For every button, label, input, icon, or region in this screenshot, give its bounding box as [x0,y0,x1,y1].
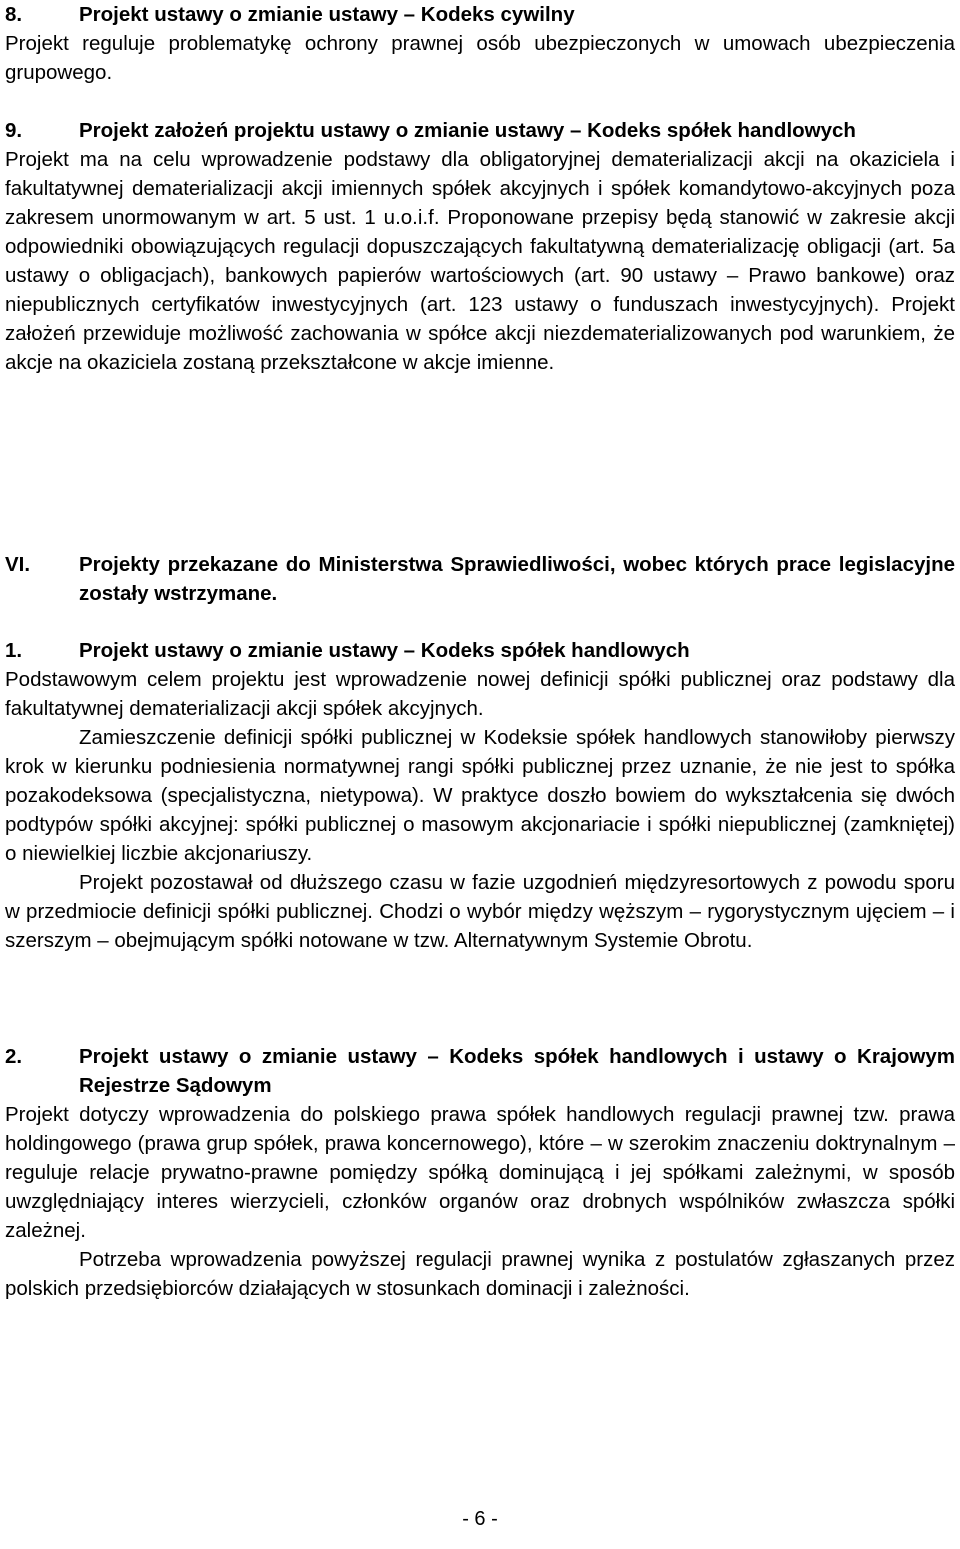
section-9-number: 9. [5,119,23,142]
section-9-heading [5,116,955,145]
subsection-2-heading [5,1042,955,1100]
subsection-1-paragraph-3: Projekt pozostawał od dłuższego czasu w fazie uzgodnień międzyresortowych z powodu sporu w przedmiocie definicji spółki publicznej. Chodzi o wybór między węższym – rygorystycznym ujęciem – i szerszym – obejmującym spółki notowane w tzw. Alternatywnym Systemie Obrotu. [5,871,955,952]
subsection-2-number: 2. [5,1045,23,1068]
section-vi-heading [5,550,955,608]
subsection-1-title: Projekt ustawy o zmianie ustawy – Kodeks spółek handlowych [79,639,690,662]
subsection-2-title: Projekt ustawy o zmianie ustawy – Kodeks spółek handlowych i ustawy o Krajowym Rejestrze Sądowym [79,1045,955,1097]
section-8-number: 8. [5,3,23,26]
section-8 [5,0,955,87]
subsection-1-number: 1. [5,639,23,662]
section-9-title: Projekt założeń projektu ustawy o zmianie ustawy – Kodeks spółek handlowych [79,119,856,142]
subsection-1-paragraph-2: Zamieszczenie definicji spółki publicznej w Kodeksie spółek handlowych stanowiłoby pierwszy krok w kierunku podniesienia normatywnej rangi spółki publicznej przez uznanie, że nie jest to spółka pozakodeksowa (specjalistyczna, nietypowa). W praktyce doszło bowiem do wykształcenia się dwóch podtypów spółki akcyjnej: spółki publicznej o masowym akcjonariacie i spółki niepublicznej (zamkniętej) o niewielkiej liczbie akcjonariuszy. [5,726,955,865]
subsection-2-paragraph-2: Potrzeba wprowadzenia powyższej regulacji prawnej wynika z postulatów zgłaszanych przez polskich przedsiębiorców działających w stosunkach dominacji i zależności. [5,1248,955,1300]
section-vi-number: VI. [5,553,31,576]
section-vi [5,550,955,608]
subsection-2 [5,1042,955,1303]
section-vi-title: Projekty przekazane do Ministerstwa Sprawiedliwości, wobec których prace legislacyjne zostały wstrzymane. [79,553,955,605]
section-9-body: Projekt ma na celu wprowadzenie podstawy dla obligatoryjnej dematerializacji akcji na okaziciela i fakultatywnej dematerializacji akcji imiennych spółek akcyjnych i spółek komandytowo-akcyjnych poza zakresem unormowanym w art. 5 ust. 1 u.o.i.f. Proponowane przepisy będą stanowić w zakresie akcji odpowiedniki obowiązujących regulacji dopuszczających fakultatywną dematerializację obligacji (art. 5a ustawy o obligacjach), bankowych papierów wartościowych (art. 90 ustawy – Prawo bankowe) oraz niepublicznych certyfikatów inwestycyjnych (art. 123 ustawy o funduszach inwestycyjnych). Projekt założeń przewiduje możliwość zachowania w spółce akcji niezdematerializowanych pod warunkiem, że akcje na okaziciela zostaną przekształcone w akcje imienne. [5,148,955,374]
section-8-title: Projekt ustawy o zmianie ustawy – Kodeks cywilny [79,3,575,26]
subsection-1-paragraph-1: Podstawowym celem projektu jest wprowadzenie nowej definicji spółki publicznej oraz podstawy dla fakultatywnej dematerializacji akcji spółek akcyjnych. [5,668,955,720]
section-8-heading [5,0,955,29]
subsection-1 [5,636,955,955]
section-8-body: Projekt reguluje problematykę ochrony prawnej osób ubezpieczonych w umowach ubezpieczenia grupowego. [5,32,955,84]
page-number: - 6 - [462,1508,498,1530]
subsection-2-paragraph-1: Projekt dotyczy wprowadzenia do polskiego prawa spółek handlowych regulacji prawnej tzw. prawa holdingowego (prawa grup spółek, prawa koncernowego), które – w szerokim znaczeniu doktrynalnym – reguluje relacje prywatno-prawne pomiędzy spółką dominującą i jej spółkami zależnymi, w sposób uwzględniający interes wierzycieli, członków organów oraz drobnych wspólników zwłaszcza spółki zależnej. [5,1103,955,1242]
subsection-1-heading [5,636,955,665]
section-9 [5,116,955,377]
